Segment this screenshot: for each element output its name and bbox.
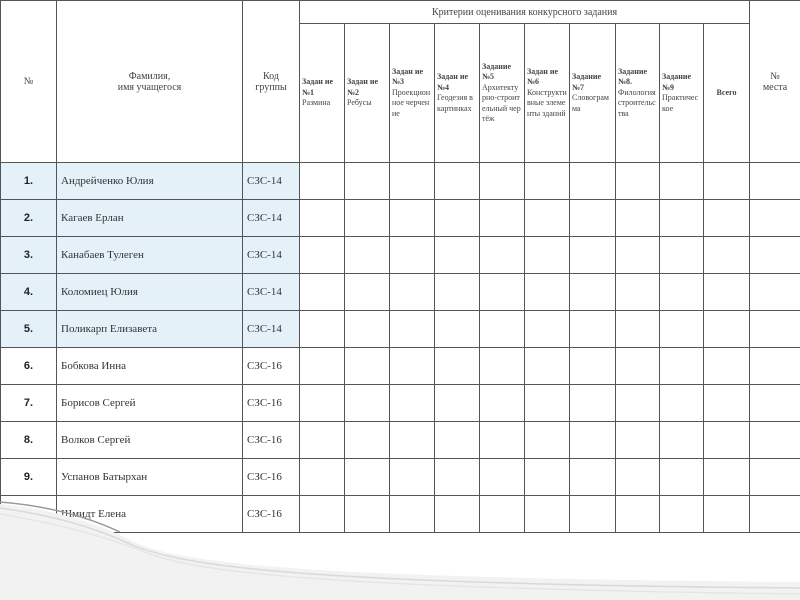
- score-cell[interactable]: [570, 459, 616, 496]
- score-cell[interactable]: [616, 459, 660, 496]
- score-cell[interactable]: [616, 348, 660, 385]
- score-cell[interactable]: [525, 459, 570, 496]
- header-group-code: Код группы: [243, 1, 300, 163]
- score-cell[interactable]: [525, 385, 570, 422]
- student-name: Андрейченко Юлия: [57, 163, 243, 200]
- group-code: СЗС-16: [243, 422, 300, 459]
- header-num: №: [1, 1, 57, 163]
- score-cell[interactable]: [435, 274, 480, 311]
- score-cell[interactable]: [525, 422, 570, 459]
- score-cell[interactable]: [616, 311, 660, 348]
- score-cell[interactable]: [300, 385, 345, 422]
- score-cell[interactable]: [390, 348, 435, 385]
- score-cell[interactable]: [390, 237, 435, 274]
- score-cell[interactable]: [570, 385, 616, 422]
- criterion-1: Задан ие №1 Размина: [300, 24, 345, 163]
- score-cell[interactable]: [704, 422, 750, 459]
- score-cell[interactable]: [390, 459, 435, 496]
- place-cell[interactable]: [750, 385, 800, 422]
- criterion-9: Задание №9 Практическое: [660, 24, 704, 163]
- student-name: Канабаев Тулеген: [57, 237, 243, 274]
- score-cell[interactable]: [480, 237, 525, 274]
- score-cell[interactable]: [435, 385, 480, 422]
- criterion-total: Всего: [704, 24, 750, 163]
- score-cell[interactable]: [480, 348, 525, 385]
- table-row: [1, 459, 800, 496]
- criterion-3: Задан ие №3 Проекционное черчение: [390, 24, 435, 163]
- score-cell[interactable]: [525, 274, 570, 311]
- score-cell[interactable]: [704, 311, 750, 348]
- score-cell[interactable]: [435, 311, 480, 348]
- score-cell[interactable]: [390, 163, 435, 200]
- score-cell[interactable]: [345, 237, 390, 274]
- criterion-6: Задан ие №6 Конструктивные элементы зданий: [525, 24, 570, 163]
- score-cell[interactable]: [300, 237, 345, 274]
- score-cell[interactable]: [300, 348, 345, 385]
- score-cell[interactable]: [300, 163, 345, 200]
- score-cell[interactable]: [570, 163, 616, 200]
- row-number: 5.: [1, 311, 57, 348]
- student-name: Волков Сергей: [57, 422, 243, 459]
- criterion-8: Задание №8. Филология строительства: [616, 24, 660, 163]
- score-cell[interactable]: [704, 163, 750, 200]
- place-cell[interactable]: [750, 348, 800, 385]
- row-number: 6.: [1, 348, 57, 385]
- score-cell[interactable]: [660, 200, 704, 237]
- group-code: СЗС-16: [243, 348, 300, 385]
- score-cell[interactable]: [480, 385, 525, 422]
- score-cell[interactable]: [570, 274, 616, 311]
- score-cell[interactable]: [660, 237, 704, 274]
- score-cell[interactable]: [704, 274, 750, 311]
- score-cell[interactable]: [480, 311, 525, 348]
- table-row: [1, 274, 800, 311]
- row-number: 2.: [1, 200, 57, 237]
- student-name: Кагаев Ерлан: [57, 200, 243, 237]
- score-cell[interactable]: [616, 237, 660, 274]
- decorative-wave: [0, 500, 800, 600]
- score-cell[interactable]: [660, 274, 704, 311]
- score-cell[interactable]: [704, 237, 750, 274]
- score-cell[interactable]: [704, 385, 750, 422]
- score-cell[interactable]: [525, 348, 570, 385]
- row-number: 7.: [1, 385, 57, 422]
- score-cell[interactable]: [435, 422, 480, 459]
- score-cell[interactable]: [435, 348, 480, 385]
- table-row: [1, 311, 800, 348]
- student-name: Шмидт Елена: [57, 496, 243, 533]
- place-cell[interactable]: [750, 163, 800, 200]
- table-row: [1, 422, 800, 459]
- score-cell[interactable]: [345, 348, 390, 385]
- score-cell[interactable]: [660, 348, 704, 385]
- place-cell[interactable]: [750, 422, 800, 459]
- score-cell[interactable]: [480, 163, 525, 200]
- criterion-2: Задан ие №2 Ребусы: [345, 24, 390, 163]
- score-cell[interactable]: [390, 311, 435, 348]
- criterion-7: Задание №7 Словограмма: [570, 24, 616, 163]
- score-cell[interactable]: [345, 274, 390, 311]
- place-cell[interactable]: [750, 237, 800, 274]
- row-number: 1.: [1, 163, 57, 200]
- header-place: № места: [750, 1, 800, 163]
- header-name: Фамилия, имя учащегося: [57, 1, 243, 163]
- place-cell[interactable]: [750, 311, 800, 348]
- score-cell[interactable]: [616, 200, 660, 237]
- score-cell[interactable]: [480, 274, 525, 311]
- place-cell[interactable]: [750, 200, 800, 237]
- student-name: Успанов Батырхан: [57, 459, 243, 496]
- table-row: [1, 385, 800, 422]
- score-cell[interactable]: [525, 163, 570, 200]
- place-cell[interactable]: [750, 459, 800, 496]
- group-code: СЗС-14: [243, 200, 300, 237]
- row-number: 3.: [1, 237, 57, 274]
- student-name: Поликарп Елизавета: [57, 311, 243, 348]
- score-cell[interactable]: [435, 237, 480, 274]
- score-cell[interactable]: [345, 163, 390, 200]
- score-cell[interactable]: [616, 274, 660, 311]
- row-number: 8.: [1, 422, 57, 459]
- score-cell[interactable]: [570, 422, 616, 459]
- row-number: 9.: [1, 459, 57, 496]
- score-cell[interactable]: [480, 422, 525, 459]
- score-cell[interactable]: [435, 200, 480, 237]
- score-cell[interactable]: [570, 200, 616, 237]
- student-name: Борисов Сергей: [57, 385, 243, 422]
- score-cell[interactable]: [525, 200, 570, 237]
- score-cell[interactable]: [300, 459, 345, 496]
- student-name: Бобкова Инна: [57, 348, 243, 385]
- score-cell[interactable]: [390, 274, 435, 311]
- score-cell[interactable]: [525, 311, 570, 348]
- score-cell[interactable]: [616, 163, 660, 200]
- score-cell[interactable]: [390, 422, 435, 459]
- score-cell[interactable]: [616, 385, 660, 422]
- score-cell[interactable]: [345, 385, 390, 422]
- table-row: [1, 237, 800, 274]
- criterion-5: Задание №5 Архитектурно-строительный чертёж: [480, 24, 525, 163]
- score-cell[interactable]: [660, 385, 704, 422]
- score-cell[interactable]: [390, 385, 435, 422]
- row-number: 4.: [1, 274, 57, 311]
- score-cell[interactable]: [660, 163, 704, 200]
- score-cell[interactable]: [704, 200, 750, 237]
- score-cell[interactable]: [480, 459, 525, 496]
- score-cell[interactable]: [300, 422, 345, 459]
- score-cell[interactable]: [660, 311, 704, 348]
- score-cell[interactable]: [435, 163, 480, 200]
- score-cell[interactable]: [570, 348, 616, 385]
- group-code: СЗС-14: [243, 237, 300, 274]
- score-cell[interactable]: [704, 459, 750, 496]
- group-code: СЗС-14: [243, 311, 300, 348]
- score-cell[interactable]: [570, 237, 616, 274]
- group-code: СЗС-16: [243, 496, 300, 533]
- criterion-4: Задан ие №4 Геодезия в картинках: [435, 24, 480, 163]
- score-cell[interactable]: [300, 311, 345, 348]
- table-row: [1, 163, 800, 200]
- score-cell[interactable]: [480, 200, 525, 237]
- group-code: СЗС-16: [243, 459, 300, 496]
- score-cell[interactable]: [300, 274, 345, 311]
- group-code: СЗС-14: [243, 163, 300, 200]
- score-cell[interactable]: [435, 459, 480, 496]
- score-cell[interactable]: [525, 237, 570, 274]
- group-code: СЗС-14: [243, 274, 300, 311]
- score-cell[interactable]: [616, 422, 660, 459]
- score-cell[interactable]: [345, 459, 390, 496]
- student-name: Коломиец Юлия: [57, 274, 243, 311]
- criteria-title: Критерии оценивания конкурсного задания: [300, 1, 750, 24]
- score-cell[interactable]: [660, 422, 704, 459]
- table-row: [1, 200, 800, 237]
- score-cell[interactable]: [345, 200, 390, 237]
- score-cell[interactable]: [660, 459, 704, 496]
- score-cell[interactable]: [704, 348, 750, 385]
- place-cell[interactable]: [750, 274, 800, 311]
- score-cell[interactable]: [345, 422, 390, 459]
- table-row: [1, 348, 800, 385]
- group-code: СЗС-16: [243, 385, 300, 422]
- score-cell[interactable]: [345, 311, 390, 348]
- score-cell[interactable]: [390, 200, 435, 237]
- score-cell[interactable]: [570, 311, 616, 348]
- score-cell[interactable]: [300, 200, 345, 237]
